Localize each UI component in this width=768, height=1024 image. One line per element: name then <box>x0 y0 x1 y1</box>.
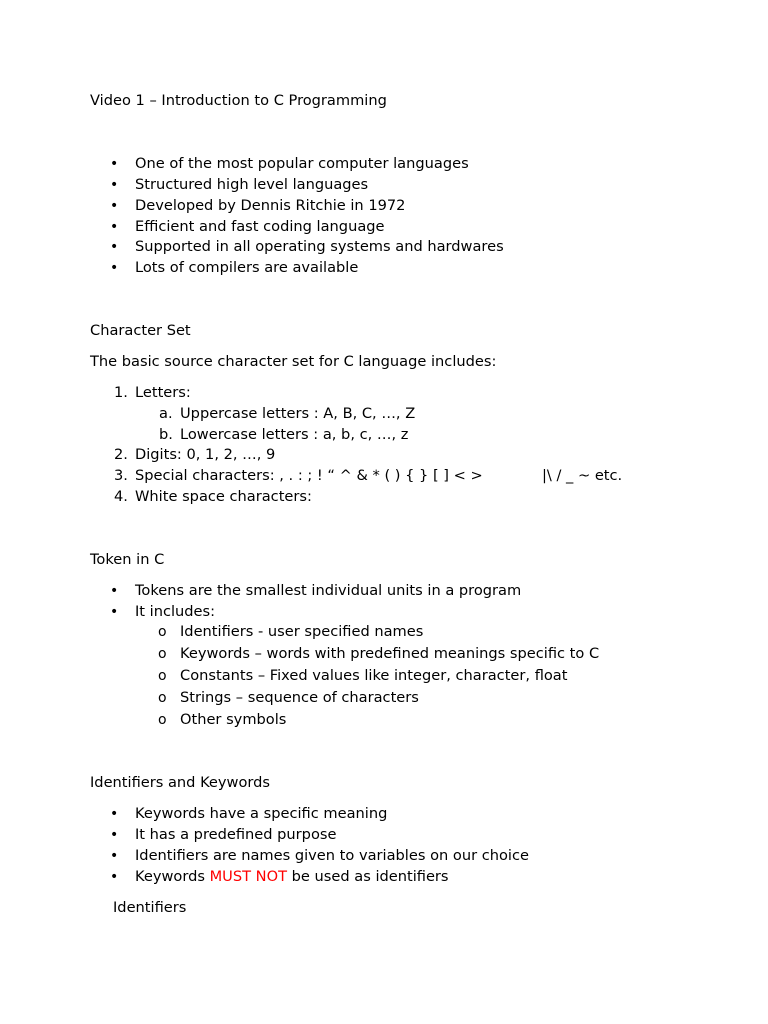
section-heading-character-set: Character Set <box>90 322 191 339</box>
special-characters-extra: |\ / _ ~ etc. <box>542 467 623 484</box>
list-item: Lots of compilers are available <box>135 259 359 276</box>
hollow-bullet-icon: o <box>158 646 167 662</box>
list-number: 1. <box>114 384 128 401</box>
keywords-suffix: be used as identifiers <box>287 868 449 885</box>
charset-description: The basic source character set for C language includes: <box>90 353 497 370</box>
section-heading-identifiers: Identifiers and Keywords <box>90 774 271 791</box>
list-item <box>135 868 449 886</box>
must-not-highlight: MUST NOT <box>209 868 287 885</box>
page-title: Video 1 – Introduction to C Programming <box>90 92 387 109</box>
list-item: Constants – Fixed values like integer, character, float <box>180 667 568 684</box>
list-letter: a. <box>159 405 173 422</box>
list-item: Special characters: , . : ; ! “ ^ & * ( ) { } [ ] < > <box>135 467 483 484</box>
list-item: Letters: <box>135 384 191 401</box>
bullet-icon: • <box>110 604 119 620</box>
list-number: 3. <box>114 467 128 484</box>
bullet-icon: • <box>110 827 119 843</box>
list-number: 2. <box>114 446 128 463</box>
list-item: Tokens are the smallest individual units in a program <box>135 582 522 599</box>
list-number: 4. <box>114 488 128 505</box>
list-item: Identifiers - user specified names <box>180 623 424 640</box>
list-item: Efficient and fast coding language <box>135 218 385 235</box>
list-item: Other symbols <box>180 711 287 728</box>
list-item: One of the most popular computer languages <box>135 155 469 172</box>
bullet-icon: • <box>110 219 119 235</box>
identifiers-subheading: Identifiers <box>113 899 187 916</box>
bullet-icon: • <box>110 198 119 214</box>
bullet-icon: • <box>110 260 119 276</box>
bullet-icon: • <box>110 806 119 822</box>
bullet-icon: • <box>110 848 119 864</box>
keywords-prefix: Keywords <box>135 868 210 885</box>
list-item: Structured high level languages <box>135 176 369 193</box>
list-item: Developed by Dennis Ritchie in 1972 <box>135 197 406 214</box>
list-item: White space characters: <box>135 488 312 505</box>
list-item: Lowercase letters : a, b, c, …, z <box>180 426 409 443</box>
list-item: Digits: 0, 1, 2, …, 9 <box>135 446 276 463</box>
list-item: Uppercase letters : A, B, C, …, Z <box>180 405 416 422</box>
hollow-bullet-icon: o <box>158 668 167 684</box>
list-item: It has a predefined purpose <box>135 826 337 843</box>
hollow-bullet-icon: o <box>158 712 167 728</box>
bullet-icon: • <box>110 177 119 193</box>
list-item: It includes: <box>135 603 216 620</box>
list-item: Keywords have a specific meaning <box>135 805 388 822</box>
section-heading-token: Token in C <box>90 551 165 568</box>
list-item: Supported in all operating systems and hardwares <box>135 238 504 255</box>
bullet-icon: • <box>110 869 119 885</box>
bullet-icon: • <box>110 156 119 172</box>
bullet-icon: • <box>110 239 119 255</box>
bullet-icon: • <box>110 583 119 599</box>
hollow-bullet-icon: o <box>158 690 167 706</box>
list-item: Keywords – words with predefined meanings specific to C <box>180 645 600 662</box>
list-item: Strings – sequence of characters <box>180 689 419 706</box>
list-letter: b. <box>159 426 173 443</box>
list-item: Identifiers are names given to variables on our choice <box>135 847 529 864</box>
hollow-bullet-icon: o <box>158 624 167 640</box>
